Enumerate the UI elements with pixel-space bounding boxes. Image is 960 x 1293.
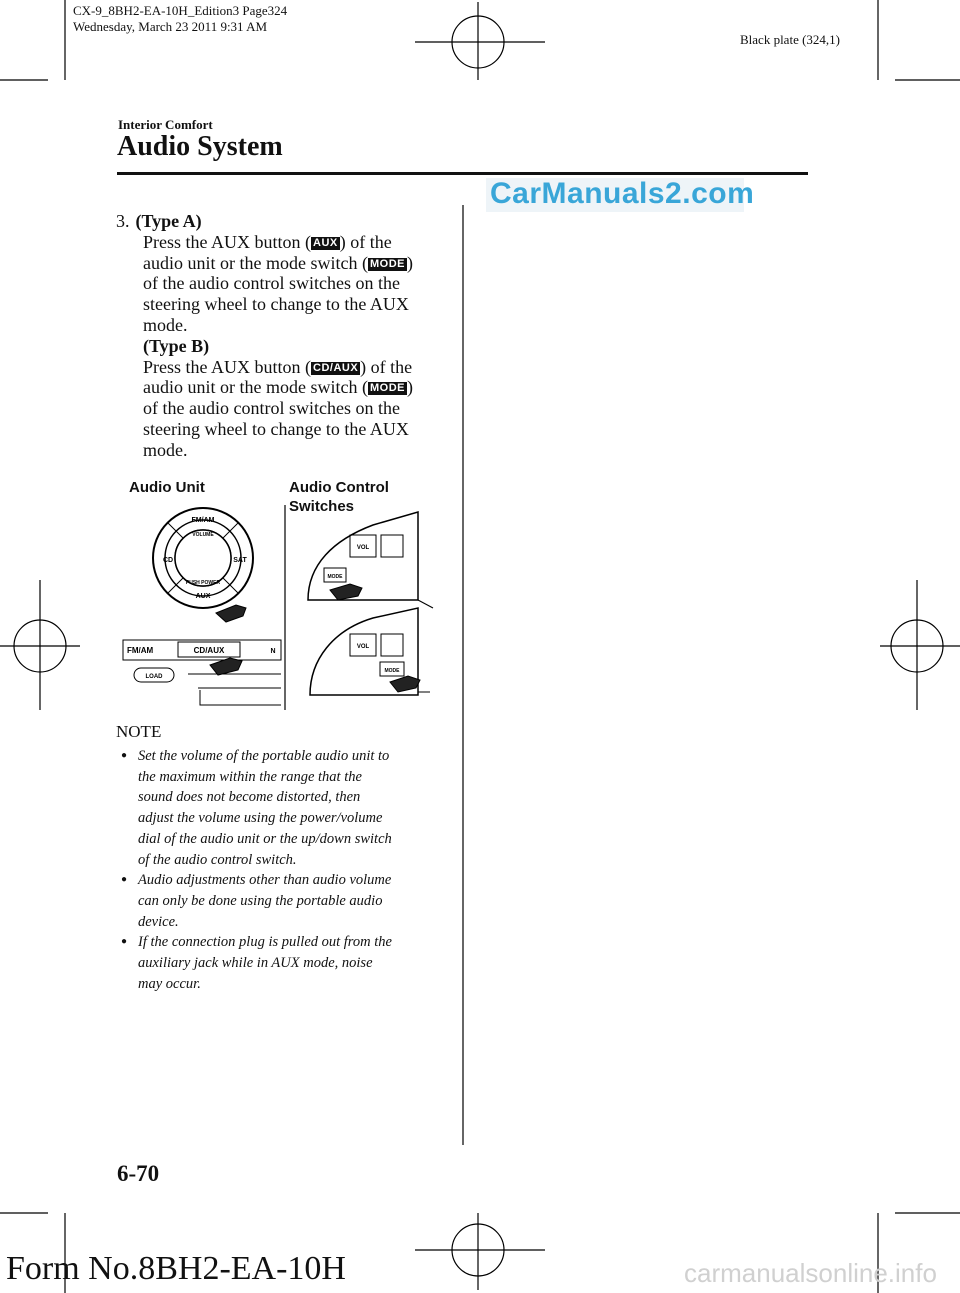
type-b-text: mode. (143, 439, 188, 460)
note-line: Audio adjustments other than audio volume (138, 872, 392, 889)
type-a-text: steering wheel to change to the AUX (143, 294, 409, 315)
hand-pointer-icon (390, 676, 420, 692)
note-line: of the audio control switch. (138, 851, 297, 868)
type-b-label: (Type B) (143, 335, 210, 356)
switch-b-vol-label: VOL (356, 644, 370, 650)
knob-volume-label: VOLUME (192, 532, 214, 538)
step-number: 3. (116, 211, 130, 231)
note-line: Set the volume of the portable audio unit to (138, 748, 390, 764)
hand-pointer-icon (216, 605, 246, 622)
bullet-icon: ● (121, 936, 128, 948)
note-heading: NOTE (116, 722, 162, 741)
type-b-text: ) of the (360, 356, 413, 377)
section-label: Interior Comfort (118, 117, 213, 132)
type-a-label: (Type A) (135, 211, 202, 231)
switch-b-mode-label: MODE (384, 668, 400, 674)
knob-sat-label: SAT (233, 557, 247, 564)
type-a-text: mode. (143, 314, 188, 335)
type-a-text: ) (406, 252, 413, 273)
page-number: 6-70 (117, 1161, 160, 1186)
audio-diagram (118, 500, 448, 715)
bullet-icon: ● (121, 874, 128, 886)
type-b-text: steering wheel to change to the AUX (143, 418, 409, 439)
audio-control-label-line2: Switches (289, 498, 355, 515)
note-item (116, 746, 461, 870)
knob-aux-label: AUX (195, 593, 211, 600)
note-line: the maximum within the range that the (138, 768, 362, 785)
note-line: may occur. (138, 975, 201, 992)
cd-aux-button-icon: CD/AUX (313, 361, 359, 374)
steering-switch-type-a (308, 512, 433, 608)
type-b-text: Press the AUX button ( (143, 356, 311, 377)
knob-push-power-label: PUSH POWER (185, 580, 221, 586)
type-a-text: audio unit or the mode switch ( (143, 252, 368, 273)
audio-unit-label: Audio Unit (129, 479, 205, 496)
audio-control-label-line1: Audio Control (289, 479, 389, 496)
type-a-text: Press the AUX button ( (143, 231, 311, 252)
aux-button-icon: AUX (313, 236, 338, 249)
hand-pointer-icon (210, 658, 242, 675)
switch-a-mode-label: MODE (327, 574, 343, 580)
note-line: If the connection plug is pulled out from the (138, 934, 392, 951)
note-item (116, 932, 461, 994)
panel-n-label: N (270, 648, 276, 655)
type-a-text: ) of the (339, 231, 392, 252)
type-b-text: audio unit or the mode switch ( (143, 377, 368, 398)
form-number: Form No.8BH2-EA-10H (6, 1250, 346, 1287)
note-line: sound does not become distorted, then (138, 789, 361, 806)
mode-switch-icon: MODE (369, 257, 405, 270)
file-line: CX-9_8BH2-EA-10H_Edition3 Page324 (73, 3, 288, 18)
note-line: auxiliary jack while in AUX mode, noise (138, 955, 373, 972)
knob-fm-am-label: FM/AM (191, 517, 215, 524)
bullet-icon: ● (121, 750, 128, 761)
watermark-carmanuals2[interactable]: CarManuals2.com (490, 177, 755, 210)
note-line: can only be done using the portable audio (138, 892, 383, 909)
panel-fm-am-label: FM/AM (127, 646, 154, 655)
volume-knob (153, 508, 253, 608)
mode-switch-icon: MODE (369, 382, 405, 395)
note-line: dial of the audio unit or the up/down switch (138, 830, 392, 847)
type-b-text: ) (406, 377, 413, 398)
note-line: device. (138, 913, 179, 930)
watermark-carmanualsonline[interactable]: carmanualsonline.info (684, 1258, 937, 1288)
note-item (116, 870, 461, 932)
panel-load-label: LOAD (145, 674, 163, 680)
panel-cd-aux-label: CD/AUX (193, 646, 225, 655)
hand-pointer-icon (330, 584, 362, 600)
type-b-text: of the audio control switches on the (143, 398, 400, 419)
knob-cd-label: CD (162, 557, 174, 564)
step-3 (116, 211, 456, 461)
audio-panel (123, 640, 281, 705)
plate-label: Black plate (324,1) (740, 32, 840, 47)
print-header (73, 3, 287, 35)
page-title: Audio System (117, 131, 283, 162)
type-a-text: of the audio control switches on the (143, 273, 400, 294)
note-list (116, 746, 461, 994)
date-line: Wednesday, March 23 2011 9:31 AM (73, 19, 268, 34)
note-line: adjust the volume using the power/volume (138, 810, 383, 827)
title-rule (117, 172, 808, 175)
switch-a-vol-label: VOL (356, 545, 370, 551)
